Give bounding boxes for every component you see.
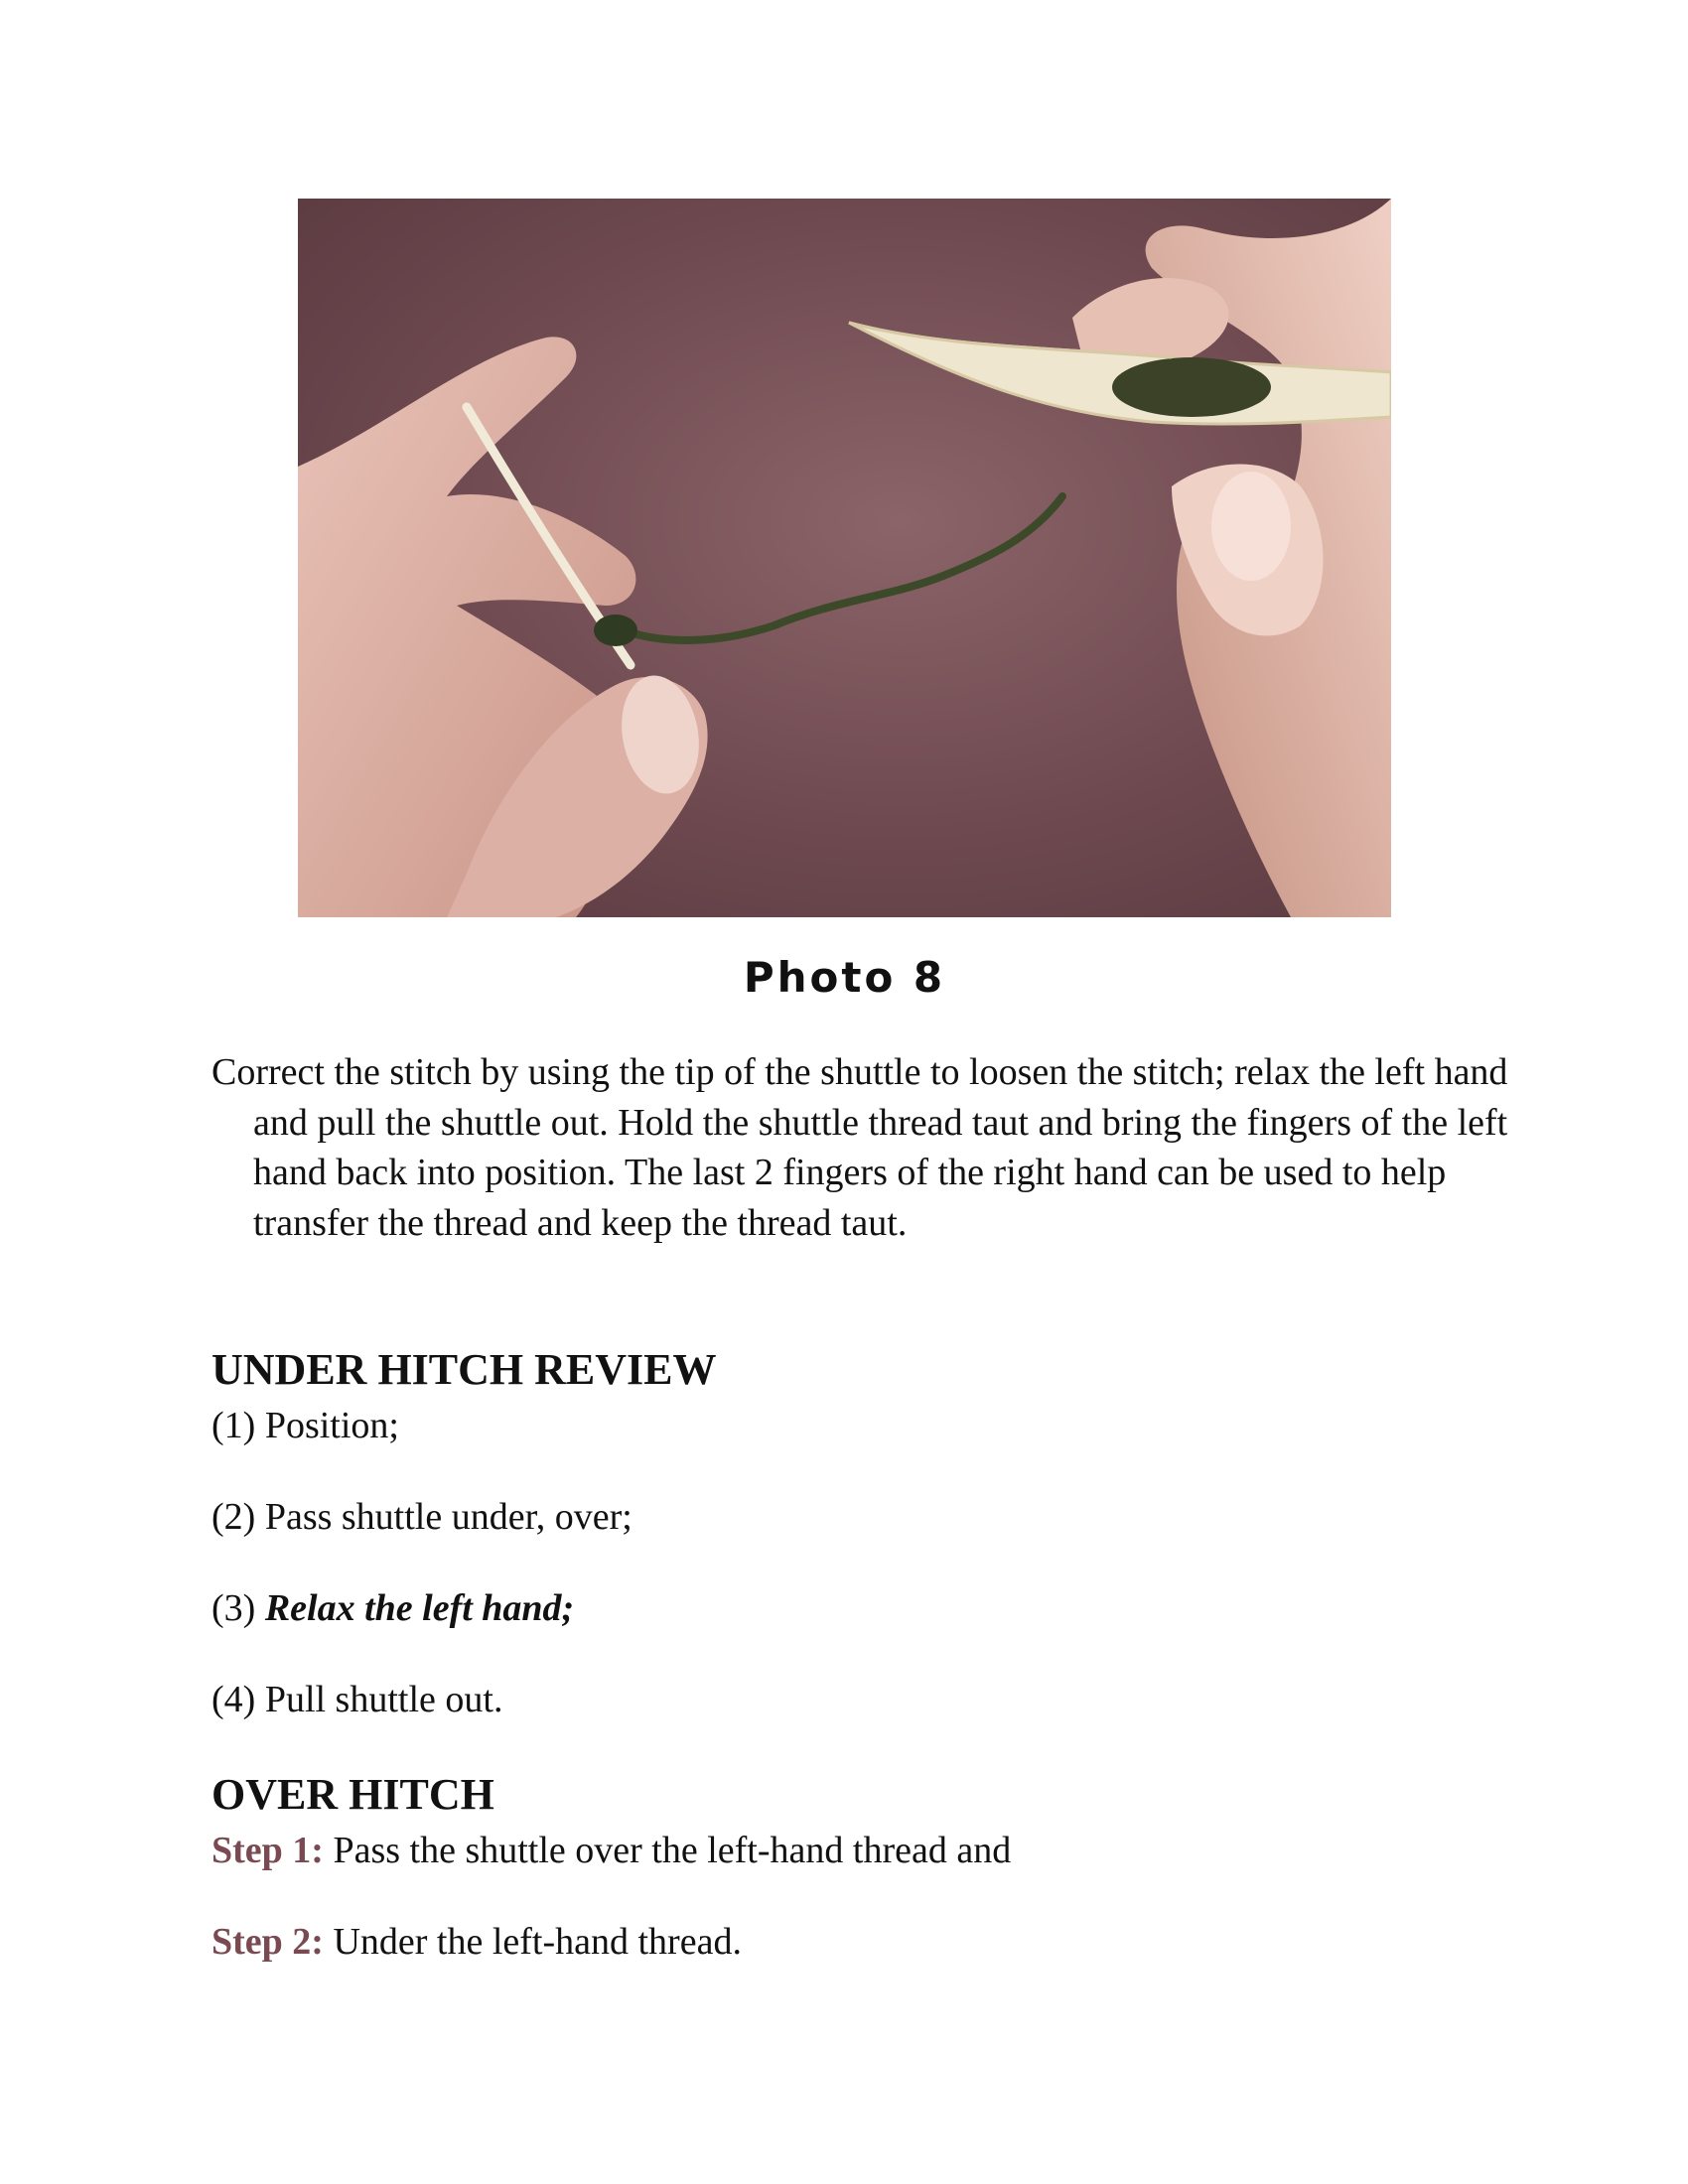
review-item-number: (4) (211, 1679, 256, 1720)
stitch-knot (594, 614, 637, 646)
tatting-photo (298, 199, 1391, 917)
review-item-text: Pull shuttle out. (264, 1679, 503, 1720)
photo-caption: Photo 8 (743, 953, 946, 1002)
under-hitch-review-heading: UNDER HITCH REVIEW (211, 1345, 717, 1394)
step-item (211, 1828, 1011, 1873)
step-text: Pass the shuttle over the left-hand thread and (333, 1830, 1012, 1871)
step-label: Step 1: (211, 1830, 324, 1871)
review-item-text: Position; (264, 1405, 399, 1446)
over-hitch-heading: OVER HITCH (211, 1770, 494, 1819)
step-label: Step 2: (211, 1921, 324, 1963)
review-item-number: (2) (211, 1496, 256, 1538)
review-item-number: (3) (211, 1587, 256, 1629)
review-item-text-emphasized: Relax the left hand; (264, 1587, 575, 1629)
review-item-text: Pass shuttle under, over; (264, 1496, 633, 1538)
review-item (211, 1585, 574, 1631)
review-item (211, 1403, 399, 1448)
step-text: Under the left-hand thread. (333, 1921, 742, 1963)
shuttle-thread-bobbin (1112, 357, 1271, 417)
review-item (211, 1494, 633, 1540)
step-item (211, 1919, 742, 1965)
review-item (211, 1677, 502, 1722)
review-item-number: (1) (211, 1405, 256, 1446)
instruction-paragraph: Correct the stitch by using the tip of the shuttle to loosen the stitch; relax the left hand and pull the shuttle out. Hold the shuttle thread taut and bring the fingers of the left hand back into position. The last 2 fingers of the right hand can be used to help transfer the thread and keep the thread taut. (211, 1051, 1508, 1244)
photo-illustration (298, 199, 1391, 917)
right-thumb-nail (1211, 472, 1291, 581)
